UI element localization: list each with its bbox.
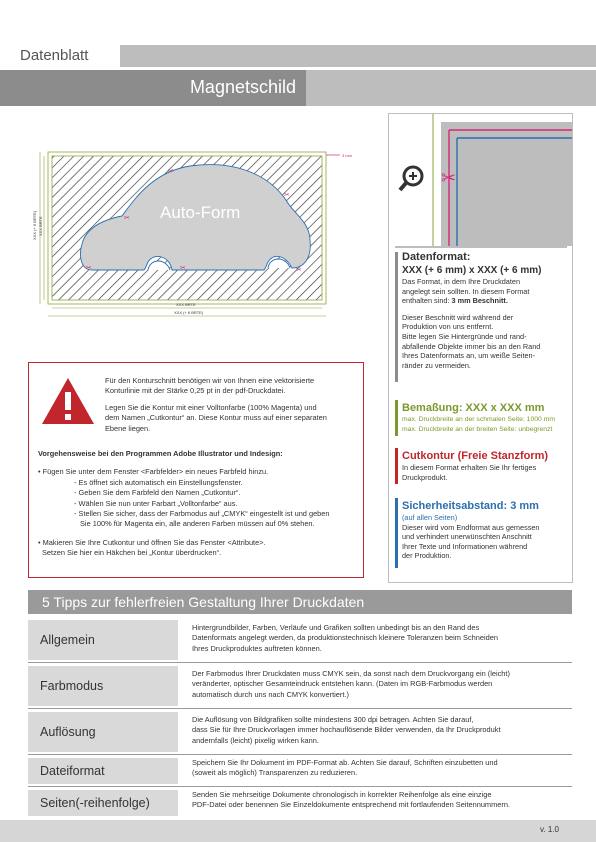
tip-row xyxy=(28,758,572,784)
cutkontur-line: Druckprodukt. xyxy=(402,472,448,482)
warning-intro xyxy=(105,376,360,434)
outer-height-label: XXX (+ 6 BRTE) xyxy=(32,210,37,240)
cutkontur-heading: Cutkontur (Freie Stanzform) xyxy=(402,450,549,462)
tip-label: Dateiformat xyxy=(28,758,178,784)
tip-row xyxy=(28,790,572,816)
tip-row xyxy=(28,712,572,752)
procedure-step: Sie 100% für Magenta ein, alle anderen Farben müssen auf 0% stehen. xyxy=(80,519,315,529)
inner-height-label: XXX BRTE xyxy=(38,216,43,236)
procedure-step: • Fügen Sie unter dem Fenster <Farbfelder> ein neues Farbfeld hinzu. xyxy=(38,467,269,477)
datenformat-paragraph: Bitte legen Sie Hintergründe und rand- xyxy=(402,331,527,341)
tip-label: Allgemein xyxy=(28,620,178,660)
sicherheit-line: und verhindert unerwünschten Anschnitt xyxy=(402,532,532,542)
cut-marker: ✂ xyxy=(180,264,186,272)
panel-divider xyxy=(395,246,567,248)
tip-line: (soweit als möglich) Transparenzen zu reduzieren. xyxy=(192,768,358,778)
tip-line: dass Sie für Ihre Druckvorlagen immer hochauflösende Bilder verwenden, da Ihr Druckprodukt xyxy=(192,725,501,735)
tips-heading: 5 Tipps zur fehlerfreien Gestaltung Ihrer Druckdaten xyxy=(28,590,572,614)
tip-line: andernfalls (leicht) pixelig wirken kann. xyxy=(192,735,319,745)
bemassung-line: max. Druckbreite an der schmalen Seite: 1000 mm xyxy=(402,416,555,423)
tip-row xyxy=(28,666,572,706)
datenformat-paragraph: ränder zu vermeiden. xyxy=(402,360,471,370)
datenformat-section xyxy=(402,251,572,370)
shape-label: Auto-Form xyxy=(160,203,241,222)
tip-line: veränderter, optischer Gesamteindruck entstehen kann. (Daten im RGB-Farbmodus werden xyxy=(192,679,493,689)
warning-icon xyxy=(40,376,96,431)
bemassung-section xyxy=(402,402,572,434)
bemassung-line: max. Druckbreite an der breiten Seite: unbegrenzt xyxy=(402,425,553,433)
scissors-icon: ✂ xyxy=(441,168,457,189)
procedure-step: - Wählen Sie nun unter Farbart „Volltonfarbe“ aus. xyxy=(74,498,238,508)
cut-marker: ✂ xyxy=(124,214,130,222)
tip-label: Auflösung xyxy=(28,712,178,752)
bleed-marker-label: 3 mm xyxy=(342,153,352,158)
datenformat-size: XXX (+ 6 mm) x XXX (+ 6 mm) xyxy=(402,265,542,276)
warning-text: Konturlinie mit der Stärke 0,25 pt in der pdf-Druckdatei. xyxy=(105,386,286,396)
version-label: v. 1.0 xyxy=(540,825,559,834)
warning-text: dem Namen „Cutkontur“ an. Diese Kontur muss auf einer separaten xyxy=(105,413,327,423)
tip-line: Datenformats angelegt werden, da produktionstechnisch kleinere Toleranzen beim Schneiden xyxy=(192,633,498,643)
warning-text: Legen Sie die Kontur mit einer Volltonfarbe (100% Magenta) und xyxy=(105,402,317,412)
tip-line: Ihres Druckproduktes auftreten können. xyxy=(192,643,322,653)
bemassung-heading: Bemaßung: XXX x XXX mm xyxy=(402,402,545,414)
tip-text xyxy=(192,790,572,811)
procedure-final: Setzen Sie hier ein Häkchen bei „Kontur überdrucken“. xyxy=(42,548,222,558)
sicherheit-section xyxy=(402,500,572,561)
sicherheit-line: der Produktion. xyxy=(402,551,452,561)
datenformat-paragraph: abfallende Objekte immer bis an den Rand xyxy=(402,341,541,351)
cutkontur-section xyxy=(402,450,572,482)
datenformat-line: angelegt sein sollten. In diesem Format xyxy=(402,286,530,296)
datenformat-line: enthalten sind: 3 mm Beschnitt. xyxy=(402,296,508,306)
cut-marker: ✂ xyxy=(168,167,174,175)
sicherheit-line: Dieser wird vom Endformat aus gemessen xyxy=(402,522,540,532)
tip-line: Hintergrundbilder, Farben, Verläufe und Grafiken sollten unbedingt bis an den Rand des xyxy=(192,623,480,632)
cutkontur-bar xyxy=(395,448,398,484)
warning-text: Für den Konturschnitt benötigen wir von Ihnen eine vektorisierte xyxy=(105,376,315,385)
warning-text: Ebene liegen. xyxy=(105,423,151,433)
tip-text xyxy=(192,669,572,700)
datenformat-bar xyxy=(395,252,398,382)
cut-marker: ✂ xyxy=(86,264,92,272)
sicherheit-heading: Sicherheitsabstand: 3 mm xyxy=(402,500,539,512)
tip-line: automatisch durch uns nach CMYK konvertiert.) xyxy=(192,689,349,699)
footer-band xyxy=(0,820,596,842)
procedure-step: - Geben Sie dem Farbfeld den Namen „Cutkontur“. xyxy=(74,488,241,498)
tip-divider xyxy=(28,754,572,755)
tip-text xyxy=(192,623,572,654)
procedure-final: • Makieren Sie Ihre Cutkontur und öffnen Sie das Fenster <Attribute>. xyxy=(38,537,266,547)
datenformat-line: Das Format, in dem Ihre Druckdaten xyxy=(402,277,521,286)
tip-row xyxy=(28,620,572,660)
car-shape-diagram xyxy=(30,140,360,325)
inner-width-label: XXX BRTE xyxy=(176,302,196,307)
bemassung-bar xyxy=(395,400,398,436)
bleed-preview xyxy=(389,114,572,246)
tip-divider xyxy=(28,708,572,709)
sicherheit-line: Ihrer Texte und Informationen während xyxy=(402,541,528,551)
sicherheit-sub: (auf allen Seiten) xyxy=(402,513,458,522)
tip-text xyxy=(192,758,572,779)
datenformat-heading: Datenformat: xyxy=(402,251,471,263)
datenformat-paragraph: Ihres Datenformats an, um weiße Seiten- xyxy=(402,351,536,361)
datenformat-paragraph: Dieser Beschnitt wird während der xyxy=(402,312,514,322)
cut-marker: ✂ xyxy=(296,266,302,274)
warning-procedure xyxy=(38,449,358,559)
outer-width-label: XXX (+ 6 BRTE) xyxy=(174,310,204,315)
cutkontur-line: In diesem Format erhalten Sie Ihr fertiges xyxy=(402,463,537,472)
tip-label: Seiten(-reihenfolge) xyxy=(28,790,178,816)
page-title: Magnetschild xyxy=(0,70,306,106)
zoom-in-icon xyxy=(400,167,422,190)
procedure-step: - Stellen Sie sicher, dass der Farbmodus auf „CMYK“ eingestellt ist und geben xyxy=(74,509,330,519)
procedure-step: - Es öffnet sich automatisch ein Einstellungsfenster. xyxy=(74,477,243,487)
tip-label: Farbmodus xyxy=(28,666,178,706)
tip-line: PDF-Datei oder benennen Sie Einzeldokumente entsprechend mit fortlaufenden Seitennummern. xyxy=(192,800,510,810)
product-drawing xyxy=(30,140,360,325)
tip-text xyxy=(192,715,572,746)
datasheet-tag: Datenblatt xyxy=(0,45,120,67)
tip-line: Die Auflösung von Bildgrafiken sollte mindestens 300 dpi betragen. Achten Sie darauf, xyxy=(192,715,474,724)
tip-line: Der Farbmodus Ihrer Druckdaten muss CMYK sein, da sonst nach dem Druckvorgang ein (leicht) xyxy=(192,669,510,678)
procedure-heading: Vorgehensweise bei den Programmen Adobe Illustrator und Indesign: xyxy=(38,449,283,458)
tip-line: Senden Sie mehrseitige Dokumente chronologisch in korrekter Reihenfolge als eine einzige xyxy=(192,790,492,799)
cut-marker: ✂ xyxy=(284,191,290,199)
tip-divider xyxy=(28,786,572,787)
tip-line: Speichern Sie Ihr Dokument im PDF-Format ab. Achten Sie darauf, Schriften einzubetten und xyxy=(192,758,498,767)
tip-divider xyxy=(28,662,572,663)
sicherheit-bar xyxy=(395,498,398,568)
datenformat-paragraph: Produktion von uns entfernt. xyxy=(402,322,494,332)
